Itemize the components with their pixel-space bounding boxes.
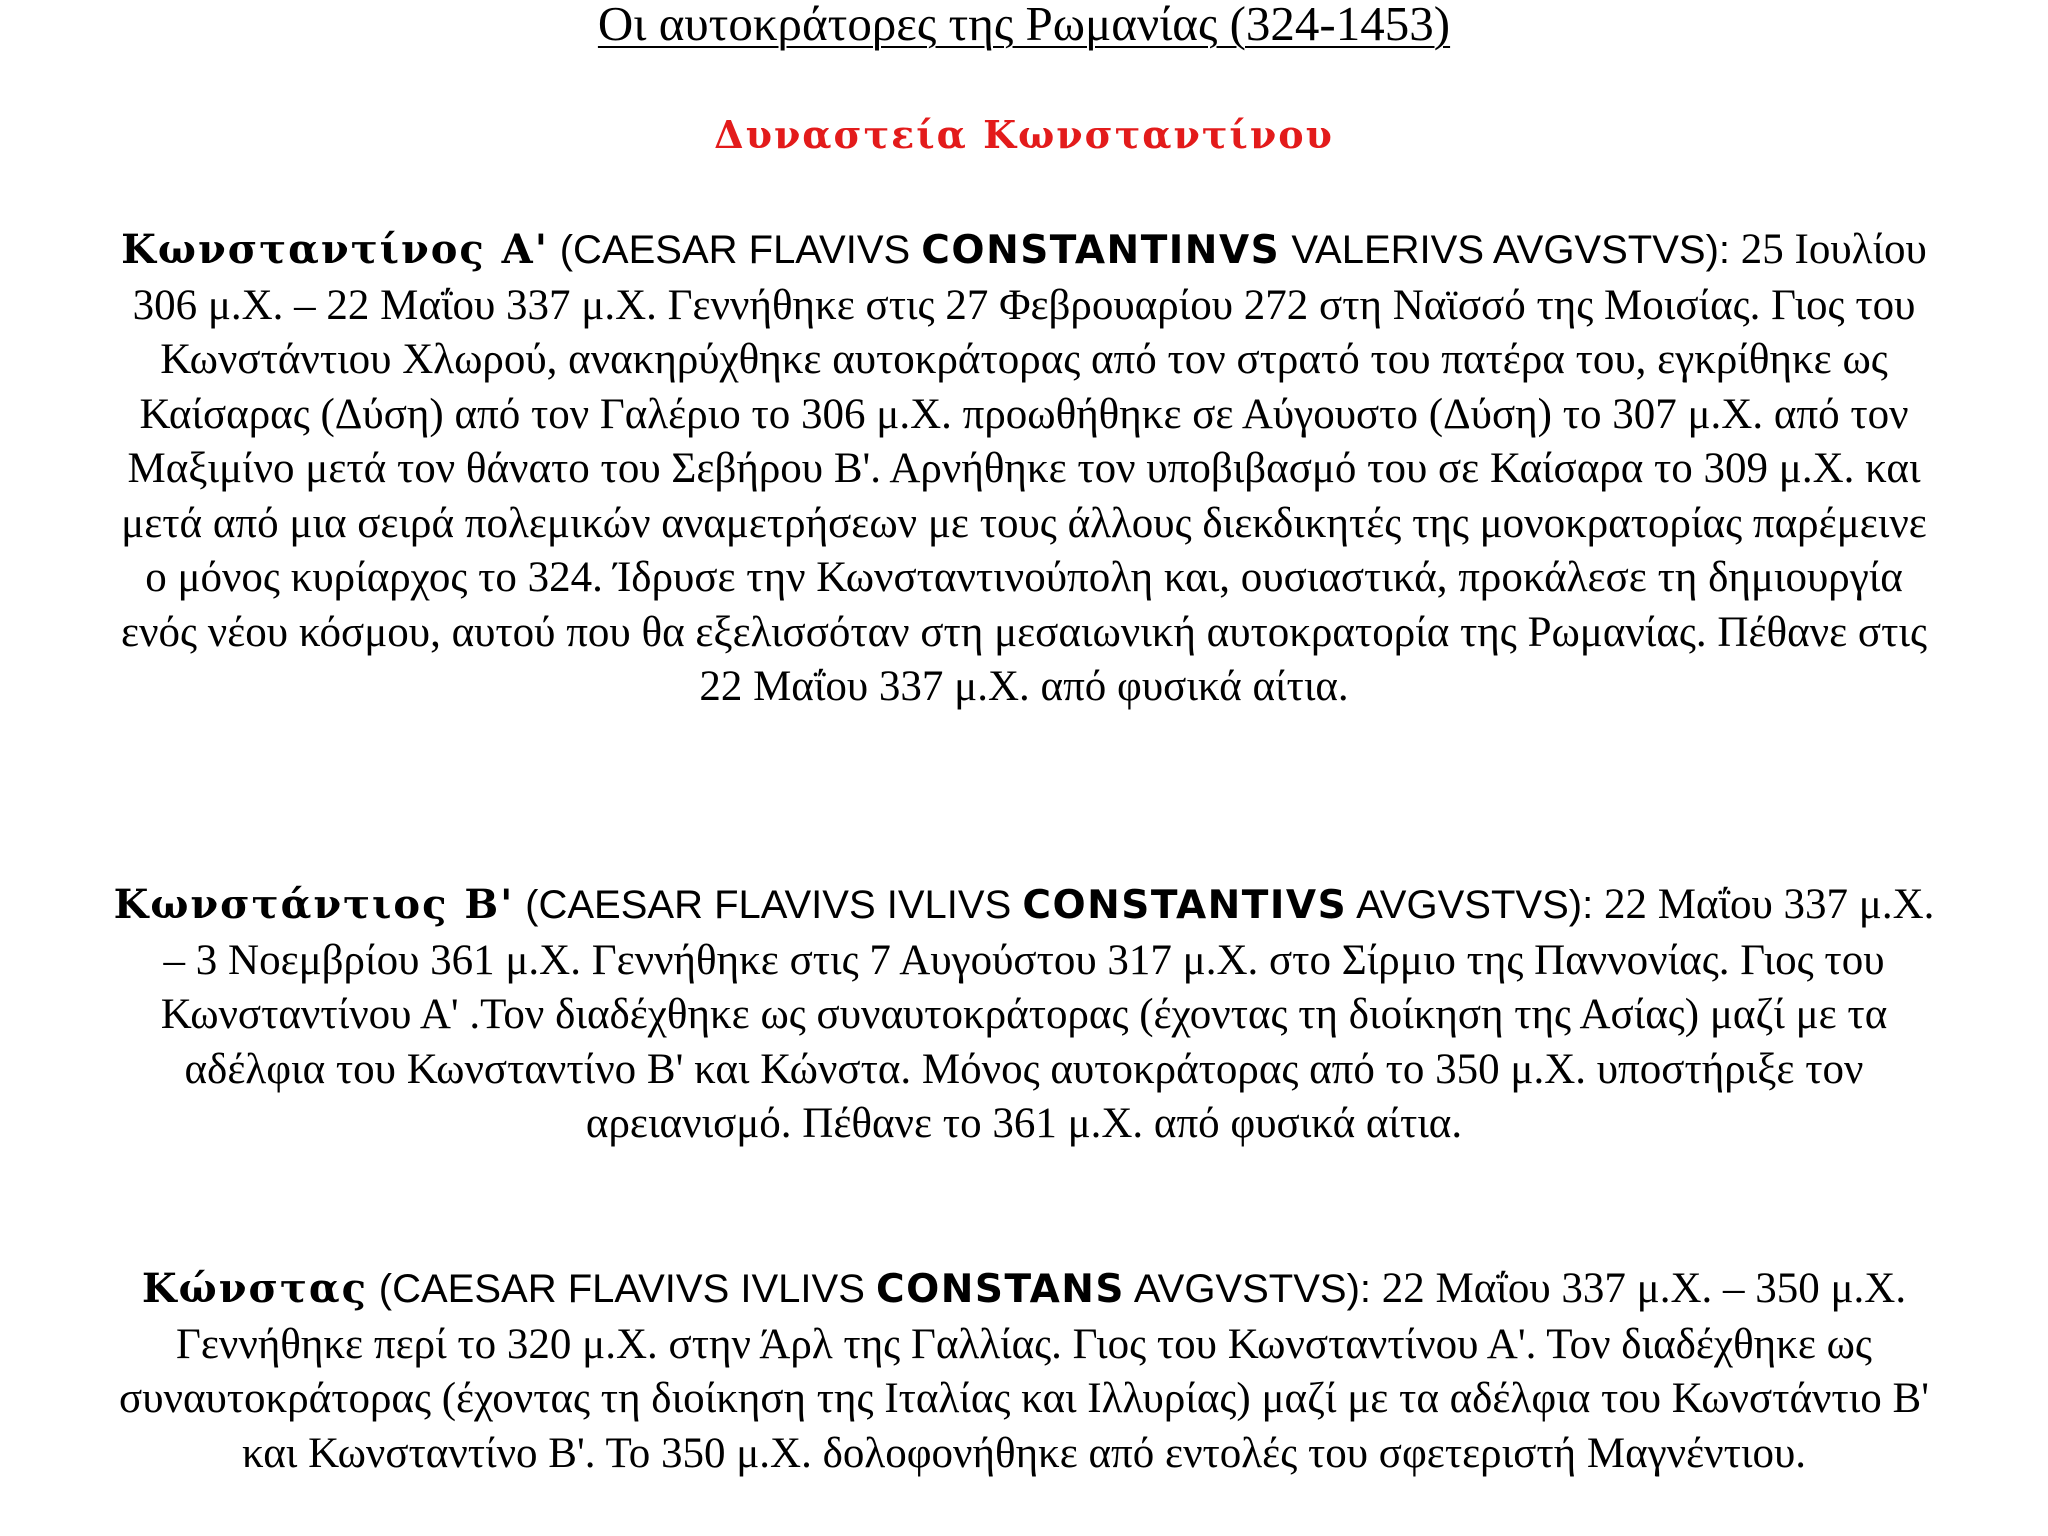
latin-title-name: CONSTANTINVS (921, 228, 1281, 273)
emperor-description: 22 Μαΐου 337 μ.Χ. – 350 μ.Χ. Γεννήθηκε περί το 320 μ.Χ. στην Άρλ της Γαλλίας. Γιος του Κωνσταντίνου Α'. Τον διαδέχθηκε ως συναυτοκράτορας (έχοντας τη διοίκηση της Ιταλίας και Ιλλυρίας) μαζί με τα αδέλφια του Κωνστάντιο Β' και Κωνσταντίνο Β'. Το 350 μ.Χ. δολοφονήθηκε από εντολές του σφετεριστή Μαγνέντιου. (119, 1265, 1929, 1477)
emperor-description: 25 Ιουλίου 306 μ.Χ. – 22 Μαΐου 337 μ.Χ. Γεννήθηκε στις 27 Φεβρουαρίου 272 στη Ναϊσσό της Μοισίας. Γιος του Κωνστάντιου Χλωρού, ανακηρύχθηκε αυτοκράτορας από τον στρατό του πατέρα του, εγκρίθηκε ως Καίσαρας (Δύση) από τον Γαλέριο το 306 μ.Χ. προωθήθηκε σε Αύγουστο (Δύση) το 307 μ.Χ. από τον Μαξιμίνο μετά τον θάνατο του Σεβήρου Β'. Αρνήθηκε τον υποβιβασμό του σε Καίσαρα το 309 μ.Χ. και μετά από μια σειρά πολεμικών αναμετρήσεων με τους άλλους διεκδικητές της μονοκρατορίας παρέμεινε ο μόνος κυρίαρχος το 324. Ίδρυσε την Κωνσταντινούπολη και, ουσιαστικά, προκάλεσε τη δημιουργία ενός νέου κόσμου, αυτού που θα εξελισσόταν στη μεσαιωνική αυτοκρατορία της Ρωμανίας. Πέθανε στις 22 Μαΐου 337 μ.Χ. από φυσικά αίτια. (121, 226, 1927, 710)
latin-title-suffix: AVGVSTVS): (1125, 1267, 1372, 1311)
emperor-description: 22 Μαΐου 337 μ.Χ. – 3 Νοεμβρίου 361 μ.Χ. Γεννήθηκε στις 7 Αυγούστου 317 μ.Χ. στο Σίρμιο της Παννονίας. Γιος του Κωνσταντίνου Α' .Τον διαδέχθηκε ως συναυτοκράτορας (έχοντας τη διοίκηση της Ασίας) μαζί με τα αδέλφια του Κωνσταντίνο Β' και Κώνστα. Μόνος αυτοκράτορας από το 350 μ.Χ. υποστήριξε τον αρειανισμό. Πέθανε το 361 μ.Χ. από φυσικά αίτια. (160, 881, 1935, 1147)
emperor-entry-constans (110, 1262, 1938, 1481)
dynasty-heading: Δυναστεία Κωνσταντίνου (714, 112, 1334, 157)
document-title: Οι αυτοκράτορες της Ρωμανίας (324-1453) (597, 0, 1451, 51)
latin-title-name: CONSTANS (876, 1267, 1126, 1312)
emperor-entry-constantine-i (110, 223, 1938, 715)
latin-title-prefix: (CAESAR FLAVIVS IVLIVS (525, 883, 1023, 927)
emperor-name: Κωνσταντίνος Α' (121, 226, 549, 273)
latin-title-prefix: (CAESAR FLAVIVS IVLIVS (378, 1267, 877, 1311)
emperor-name: Κώνστας (141, 1265, 369, 1312)
latin-title-suffix: AVGVSTVS): (1347, 883, 1594, 927)
latin-title-suffix: VALERIVS AVGVSTVS): (1280, 228, 1731, 272)
latin-title-name: CONSTANTIVS (1022, 883, 1348, 928)
emperor-entry-constantius-ii (110, 878, 1938, 1152)
emperor-name: Κωνστάντιος Β' (113, 881, 515, 928)
latin-title-prefix: (CAESAR FLAVIVS (559, 228, 922, 272)
